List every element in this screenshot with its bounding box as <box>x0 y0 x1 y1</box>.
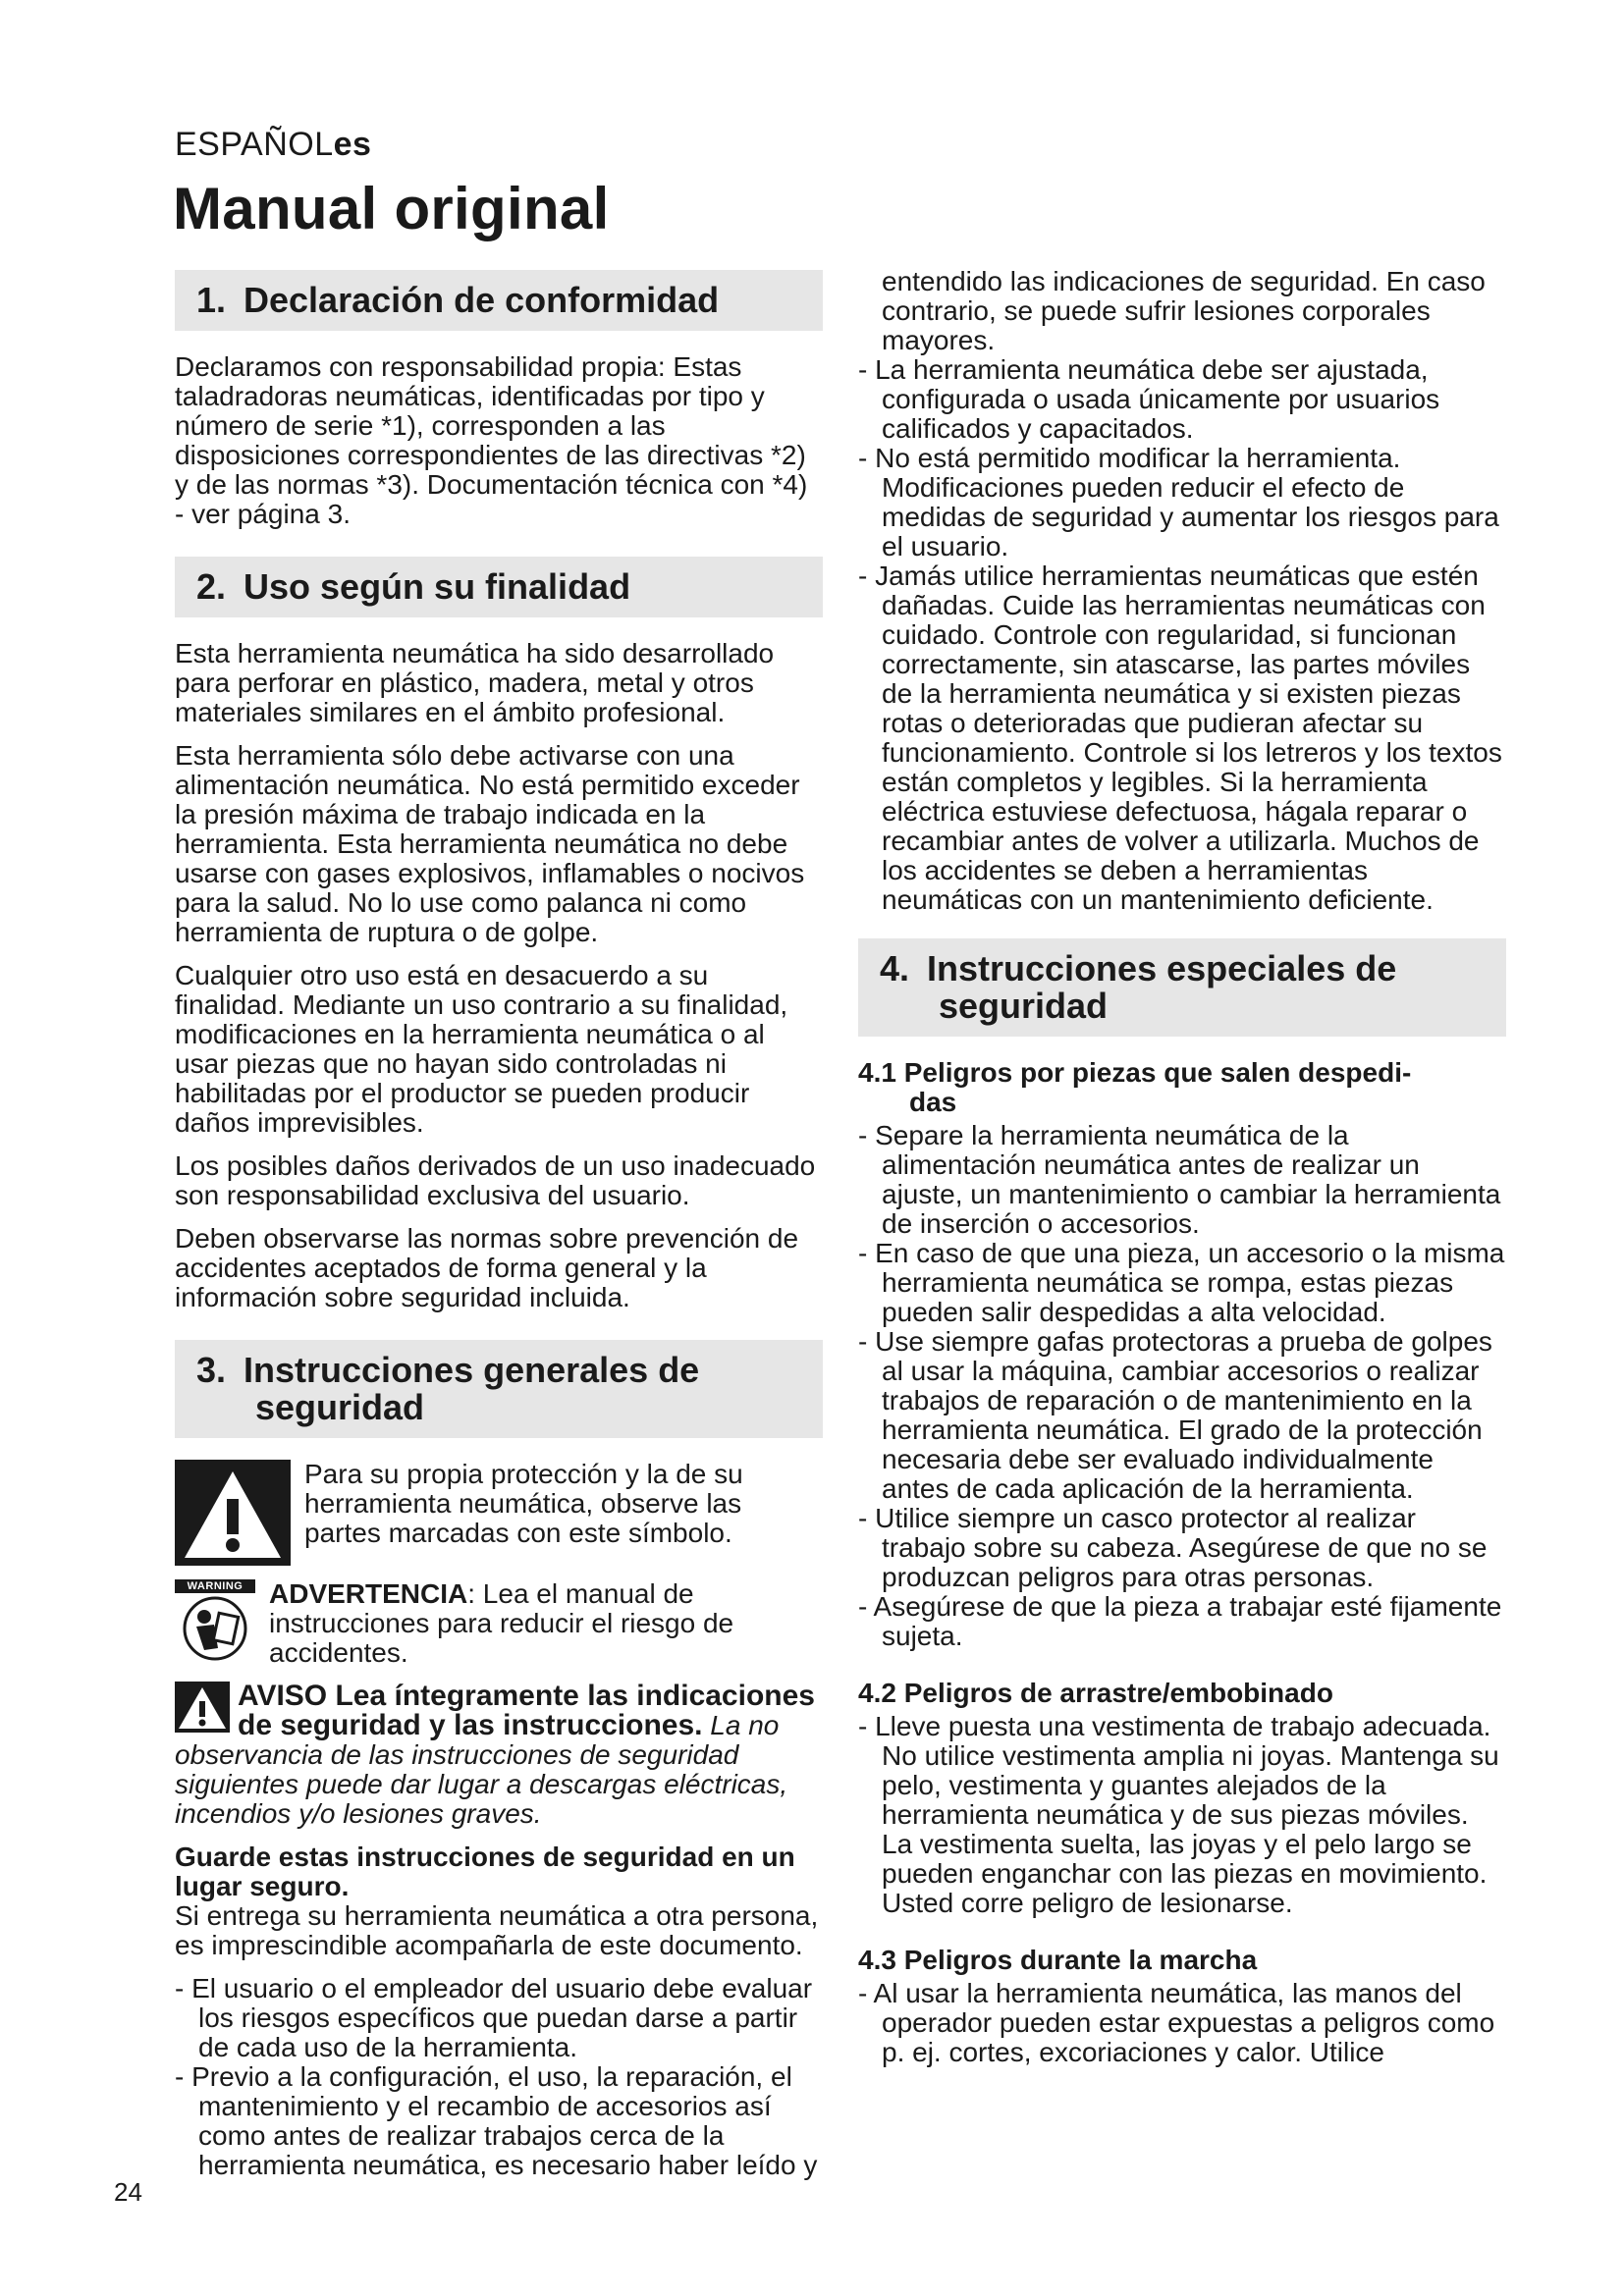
list-item: - Asegúrese de que la pieza a trabajar esté fijamente sujeta. <box>858 1591 1502 1651</box>
list-item: - En caso de que una pieza, un accesorio o la misma herramienta neumática se rompa, estas piezas pueden salir despedidas a alta velocidad. <box>858 1238 1505 1327</box>
section-2-p2: Esta herramienta sólo debe activarse con una alimentación neumática. No está permitido exceder la presión máxima de trabajo indicada en la herramienta. Esta herramienta neumática no debe usarse con gases explosivos, inflamables o nocivos para la salud. No lo use como palanca ni como herramienta de ruptura o de golpe. <box>175 740 805 947</box>
section-1-heading: 1. Declaración de conformidad <box>175 270 823 331</box>
list-item: - El usuario o el empleador del usuario debe evaluar los riesgos específicos que puedan darse a partir de cada uso de la herramienta. <box>175 1973 813 2062</box>
safety-symbol-text: Para su propia protección y la de su herramienta neumática, observe las partes marcadas con este símbolo. <box>304 1459 743 1548</box>
warning-tag: WARNING <box>175 1579 255 1593</box>
section-3-heading: 3. Instrucciones generales de seguridad <box>175 1340 823 1438</box>
subsection-4-3-heading: 4.3 Peligros durante la marcha <box>858 1945 1258 1975</box>
left-column <box>175 270 823 2194</box>
section-4-heading: 4. Instrucciones especiales de seguridad <box>858 938 1506 1037</box>
list-item: - No está permitido modificar la herramienta. Modificaciones pueden reducir el efecto de medidas de seguridad y aumentar los riesgos para el usuario. <box>858 443 1499 561</box>
subsection-4-1-list <box>858 1121 1506 1651</box>
section-2-heading: 2. Uso según su finalidad <box>175 557 823 617</box>
guarde-text: Si entrega su herramienta neumática a otra persona, es imprescindible acompañarla de este documento. <box>175 1900 819 1960</box>
page-number: 24 <box>114 2177 142 2207</box>
section-1-text: Declaramos con responsabilidad propia: Estas taladradoras neumáticas, identificadas por tipo y número de serie *1), corresponden a las disposiciones correspondientes de las directivas *2) y de las normas *3). Documentación técnica con *4) - ver página 3. <box>175 351 808 529</box>
language-header: ESPAÑOLes <box>175 126 372 163</box>
list-item: - Use siempre gafas protectoras a prueba de golpes al usar la máquina, cambiar accesorios o realizar trabajos de reparación o de mantenimiento en la herramienta neumática. El grado de la protección necesaria debe ser evaluado individualmente antes de cada aplicación de la herramienta. <box>858 1326 1492 1504</box>
list-item: - Previo a la configuración, el uso, la reparación, el mantenimiento y el recambio de accesorios así como antes de realizar trabajos cerca de la herramienta neumática, es necesario haber leído y <box>175 2061 818 2180</box>
list-item: - Jamás utilice herramientas neumáticas que estén dañadas. Cuide las herramientas neumáticas con cuidado. Controle con regularidad, si funcionan correctamente, sin atascarse, las partes móviles de la herramienta neumática y si existen piezas rotas o deterioradas que pudieran afectar su funcionamiento. Controle si los letreros y los textos están completos y legibles. Si la herramienta eléctrica estuviese defectuosa, hágala reparar o recambiar antes de volver a utilizarla. Muchos de los accidentes se deben a herramientas neumáticas con un mantenimiento deficiente. <box>858 561 1502 915</box>
aviso-warning-icon <box>175 1682 230 1738</box>
list-item: - Lleve puesta una vestimenta de trabajo adecuada. No utilice vestimenta amplia ni joyas. Mantenga su pelo, vestimenta y guantes alejados de la herramienta neumática y de sus piezas móviles. La vestimenta suelta, las joyas y el pelo largo se pueden enganchar con las piezas en movimiento. Usted corre peligro de lesionarse. <box>858 1711 1499 1918</box>
list-item: - Separe la herramienta neumática de la alimentación neumática antes de realizar un ajuste, un mantenimiento o cambiar la herramienta de inserción o accesorios. <box>858 1120 1501 1239</box>
general-safety-list-left <box>175 1974 823 2180</box>
right-column <box>858 267 1506 2081</box>
manual-reader-icon <box>175 1593 255 1662</box>
section-2-p5: Deben observarse las normas sobre prevención de accidentes aceptados de forma general y la información sobre seguridad incluida. <box>175 1223 799 1312</box>
warning-triangle-icon <box>175 1460 291 1566</box>
section-2-p3: Cualquier otro uso está en desacuerdo a su finalidad. Mediante un uso contrario a su finalidad, modificaciones en la herramienta neumática o al usar piezas que no hayan sido controladas ni habilitadas por el productor se pueden producir daños imprevisibles. <box>175 960 788 1138</box>
aviso-paragraph: AVISO Lea íntegramente las indicaciones de seguridad y las instrucciones. La no observancia de las instrucciones de seguridad siguientes puede dar lugar a descargas eléctricas, incendios y/o lesiones graves. <box>175 1680 815 1829</box>
subsection-4-2-list <box>858 1712 1506 1918</box>
page-title: Manual original <box>173 176 610 241</box>
list-item: - Utilice siempre un casco protector al realizar trabajo sobre su cabeza. Asegúrese de que no se produzcan peligros para otras personas. <box>858 1503 1488 1592</box>
list-item: - La herramienta neumática debe ser ajustada, configurada o usada únicamente por usuarios calificados y capacitados. <box>858 354 1440 444</box>
general-safety-list-right <box>858 267 1506 915</box>
list-item-continued: entendido las indicaciones de seguridad. En caso contrario, se puede sufrir lesiones corporales mayores. <box>882 266 1486 355</box>
guarde-heading: Guarde estas instrucciones de seguridad en un lugar seguro. <box>175 1842 795 1901</box>
section-2-p1: Esta herramienta neumática ha sido desarrollado para perforar en plástico, madera, metal y otros materiales similares en el ámbito profesional. <box>175 638 775 727</box>
advertencia-text: ADVERTENCIA: Lea el manual de instrucciones para reducir el riesgo de accidentes. <box>269 1578 734 1668</box>
subsection-4-1-heading: 4.1 Peligros por piezas que salen despedi- das <box>858 1057 1412 1117</box>
advertencia-block <box>175 1579 823 1668</box>
subsection-4-2-heading: 4.2 Peligros de arrastre/embobinado <box>858 1678 1333 1708</box>
read-manual-icon <box>175 1579 255 1668</box>
safety-symbol-block <box>175 1460 823 1566</box>
section-2-p4: Los posibles daños derivados de un uso inadecuado son responsabilidad exclusiva del usuario. <box>175 1150 816 1210</box>
list-item: - Al usar la herramienta neumática, las manos del operador pueden estar expuestas a peligros como p. ej. cortes, excoriaciones y calor. Utilice <box>858 1978 1495 2067</box>
subsection-4-3-list <box>858 1979 1506 2067</box>
